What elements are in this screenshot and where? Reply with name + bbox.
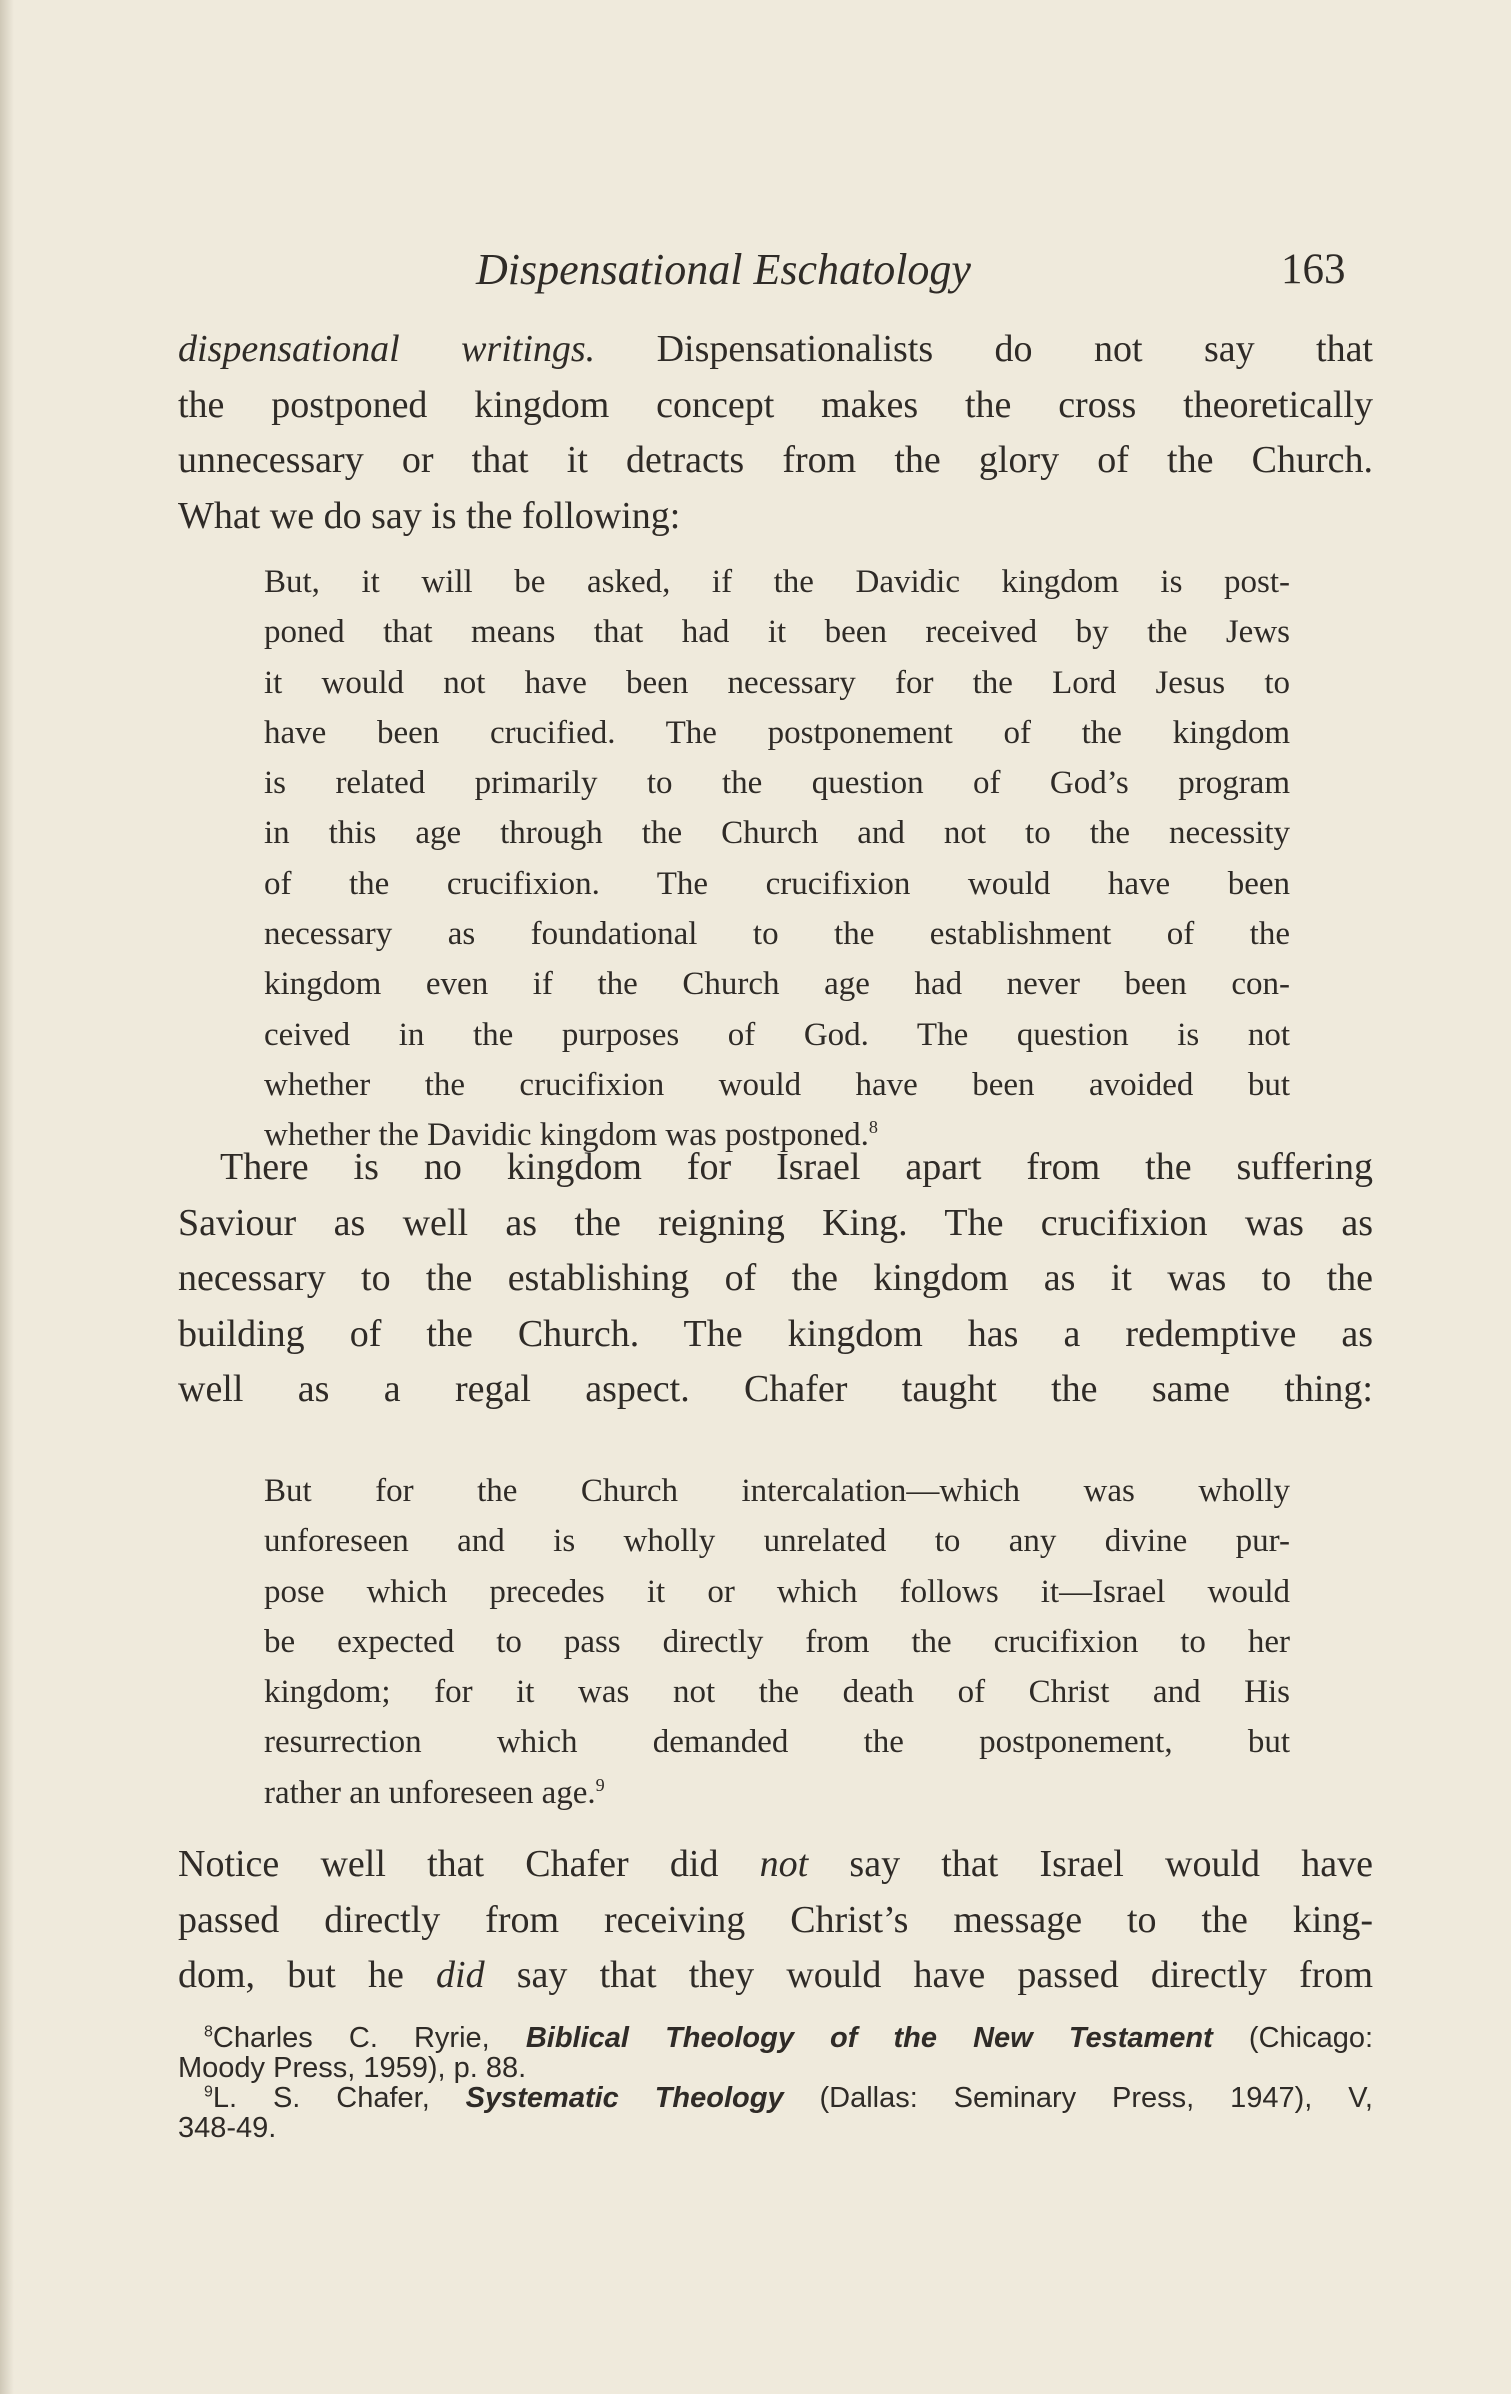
- paragraph-line: [178, 1948, 1373, 2004]
- footnote-title: Systematic Theology: [465, 2082, 784, 2114]
- quote-line: it would not have been necessary for the Lord Jesus to: [264, 664, 1290, 701]
- footnote-publication: (Dallas: Seminary Press, 1947), V,: [783, 2082, 1373, 2114]
- footnote-8: [178, 2023, 1373, 2083]
- quote-line: necessary as foundational to the establishment of the: [264, 916, 1290, 953]
- text-span: Dispensationalists do not say that: [595, 328, 1373, 370]
- quote-line: [264, 1768, 1290, 1818]
- text-span: Notice well that Chafer did: [178, 1843, 760, 1885]
- text-span: say that Israel would have: [808, 1843, 1373, 1885]
- paragraph-line: What we do say is the following:: [178, 494, 681, 537]
- footnote-9: [178, 2083, 1373, 2143]
- quote-line: kingdom even if the Church age had never been con-: [264, 966, 1290, 1003]
- paragraph-line: unnecessary or that it detracts from the glory of the Church.: [178, 439, 1373, 481]
- block-quote-2: [264, 1466, 1290, 1818]
- quote-line: have been crucified. The postponement of the kingdom: [264, 714, 1290, 751]
- footnote-marker: 9: [204, 2083, 213, 2101]
- paragraph-2: [178, 1140, 1373, 1418]
- text-span: say that they would have passed directly from: [484, 1954, 1374, 1996]
- quote-line: be expected to pass directly from the crucifixion to her: [264, 1623, 1290, 1660]
- footnote-title: Biblical Theology of the New Testament: [525, 2022, 1213, 2054]
- paragraph-line: There is no kingdom for Israel apart from the suffering: [220, 1146, 1373, 1188]
- quote-line: unforeseen and is wholly unrelated to any divine pur-: [264, 1523, 1290, 1560]
- footnote-reference[interactable]: 9: [595, 1774, 605, 1795]
- footnote-line: [178, 2083, 1373, 2113]
- quote-line: pose which precedes it or which follows it—Israel would: [264, 1573, 1290, 1610]
- paragraph-line: Saviour as well as the reigning King. The crucifixion was as: [178, 1201, 1373, 1244]
- page-number: 163: [1281, 246, 1346, 293]
- quote-line: of the crucifixion. The crucifixion would have been: [264, 865, 1290, 902]
- quote-line: ceived in the purposes of God. The question is not: [264, 1016, 1290, 1053]
- quote-line: whether the crucifixion would have been avoided but: [264, 1066, 1290, 1103]
- emphasis-text: dispensational writings.: [178, 328, 596, 370]
- footnote-marker: 8: [204, 2023, 213, 2041]
- footnote-publication: (Chicago:: [1212, 2022, 1374, 2054]
- page-gutter-shadow: [0, 0, 14, 2394]
- paragraph-3: [178, 1837, 1373, 2004]
- quote-line: kingdom; for it was not the death of Christ and His: [264, 1674, 1290, 1711]
- running-head: [0, 242, 1511, 302]
- footnote-line: [178, 2023, 1373, 2053]
- footnote-author: L. S. Chafer,: [212, 2082, 466, 2114]
- footnote-reference[interactable]: 8: [868, 1117, 878, 1138]
- paragraph-line: well as a regal aspect. Chafer taught the same thing:: [178, 1368, 1373, 1410]
- quote-line: resurrection which demanded the postponement, but: [264, 1724, 1290, 1761]
- text-span: dom, but he: [178, 1954, 437, 1996]
- footnote-line: 348-49.: [178, 2112, 277, 2144]
- paragraph-line: [178, 1837, 1373, 1893]
- paragraph-1: [178, 322, 1373, 544]
- paragraph-line: the postponed kingdom concept makes the cross theoretically: [178, 383, 1373, 426]
- quote-line: in this age through the Church and not to the necessity: [264, 815, 1290, 852]
- paragraph-line: [178, 322, 1373, 378]
- quote-line: poned that means that had it been received by the Jews: [264, 614, 1290, 651]
- running-head-title: Dispensational Eschatology: [476, 245, 971, 294]
- block-quote-1: [264, 557, 1290, 1161]
- quote-line: But for the Church intercalation—which was wholly: [264, 1473, 1290, 1509]
- emphasis-text: not: [759, 1843, 809, 1885]
- paragraph-line: necessary to the establishing of the kingdom as it was to the: [178, 1257, 1373, 1299]
- text-span: whether the Davidic kingdom was postponed.: [264, 1117, 869, 1154]
- text-span: rather an unforeseen age.: [264, 1774, 596, 1811]
- quote-line: But, it will be asked, if the Davidic kingdom is post-: [264, 564, 1290, 600]
- paragraph-line: passed directly from receiving Christ’s message to the king-: [178, 1898, 1373, 1941]
- footnote-line: Moody Press, 1959), p. 88.: [178, 2052, 527, 2084]
- paragraph-line: building of the Church. The kingdom has a redemptive as: [178, 1312, 1373, 1355]
- footnote-author: Charles C. Ryrie,: [212, 2022, 526, 2054]
- emphasis-text: did: [436, 1954, 485, 1996]
- quote-line: is related primarily to the question of God’s program: [264, 765, 1290, 802]
